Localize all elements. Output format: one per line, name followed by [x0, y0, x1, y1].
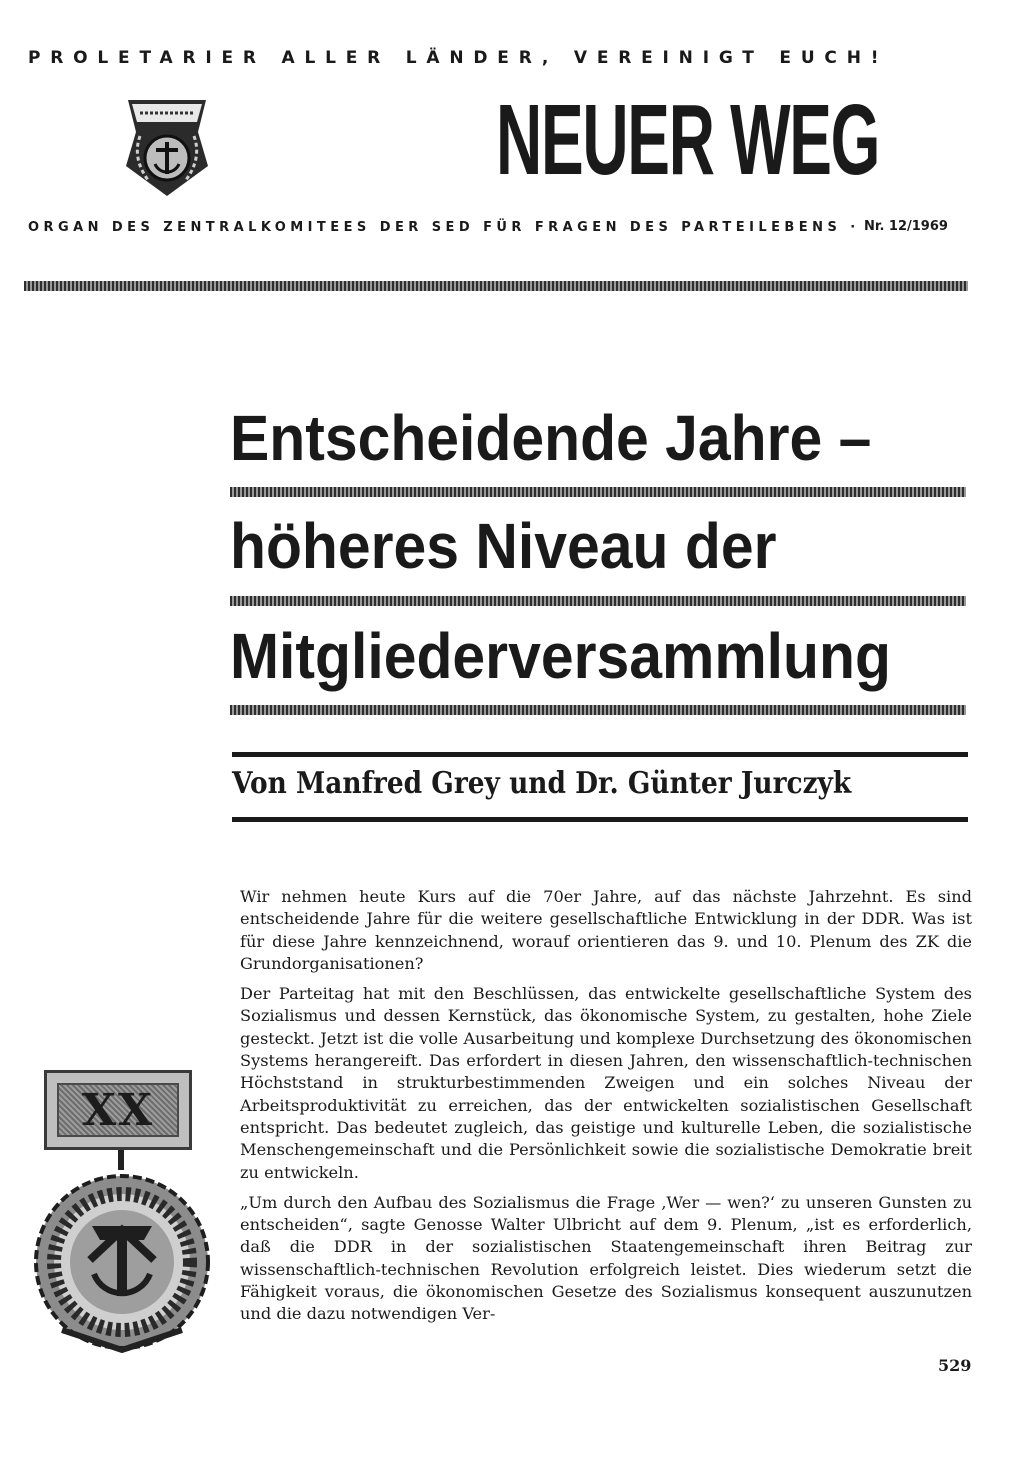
header-divider: [24, 281, 968, 291]
byline: Von Manfred Grey und Dr. Günter Jurczyk: [232, 766, 852, 801]
title-rule-2: [230, 596, 966, 606]
article-body: [240, 886, 972, 1334]
anniversary-plaque: [44, 1070, 192, 1150]
masthead-title: NEUER WEG: [496, 84, 880, 196]
plaque-text: XX: [81, 1084, 155, 1136]
organ-line: ORGAN DES ZENTRALKOMITEES DER SED FÜR FRAGEN DES PARTEILEBENS ·: [28, 220, 860, 235]
paragraph-1: Wir nehmen heute Kurs auf die 70er Jahre, auf das nächste Jahrzehnt. Es sind entscheidende Jahre für die weitere gesellschaftliche Entwicklung in der DDR. Was ist für diese Jahre kennzeichnend, worauf orientieren das 9. und 10. Plenum des ZK die Grundorganisationen?: [240, 887, 972, 973]
party-badge-icon: [118, 96, 216, 200]
byline-rule-top: [232, 752, 968, 757]
motto: PROLETARIER ALLER LÄNDER, VEREINIGT EUCH!: [28, 48, 889, 68]
paragraph-2: Der Parteitag hat mit den Beschlüssen, das entwickelte gesellschaftliche System des Sozialismus und dessen Kernstück, das ökonomische System, zu gestalten, hohe Ziele gesteckt. Jetzt ist die volle Ausarbeitung und komplexe Durchsetzung des ökonomischen Systems herangereift. Das erfordert in diesen Jahren, den wissenschaftlich-technischen Höchststand in strukturbestimmenden Zweigen und ein solches Niveau der Arbeitsproduktivität zu erreichen, das der entwickelten sozialistischen Gesellschaft entspricht. Das bedeutet zugleich, das geistige und kulturelle Leben, die sozialistische Menschengemeinschaft und die Persönlichkeit sowie die sozialistische Demokratie breit zu entwickeln.: [240, 984, 972, 1182]
article-title-line-3: Mitgliederversammlung: [230, 620, 891, 692]
title-rule-1: [230, 487, 966, 497]
page-number: 529: [938, 1356, 972, 1375]
byline-rule-bottom: [232, 817, 968, 822]
paragraph-3: „Um durch den Aufbau des Sozialismus die Frage ‚Wer — wen?‘ zu unseren Gunsten zu entscheiden“, sagte Genosse Walter Ulbricht auf dem 9. Plenum, „ist es erforderlich, daß die DDR in der sozialistischen Staatengemeinschaft ihren Beitrag zur wissenschaftlich-technischen Revolution erfolgreich leistet. Dies wiederum setzt die Fähigkeit voraus, die ökonomischen Gesetze des Sozialismus konsequent auszunutzen und die dazu notwendigen Ver-: [240, 1192, 972, 1324]
state-emblem-icon: [32, 1150, 212, 1360]
article-title-line-1: Entscheidende Jahre –: [230, 402, 872, 474]
title-rule-3: [230, 705, 966, 715]
article-title-line-2: höheres Niveau der: [230, 510, 777, 582]
issue-number: Nr. 12/1969: [864, 219, 948, 234]
